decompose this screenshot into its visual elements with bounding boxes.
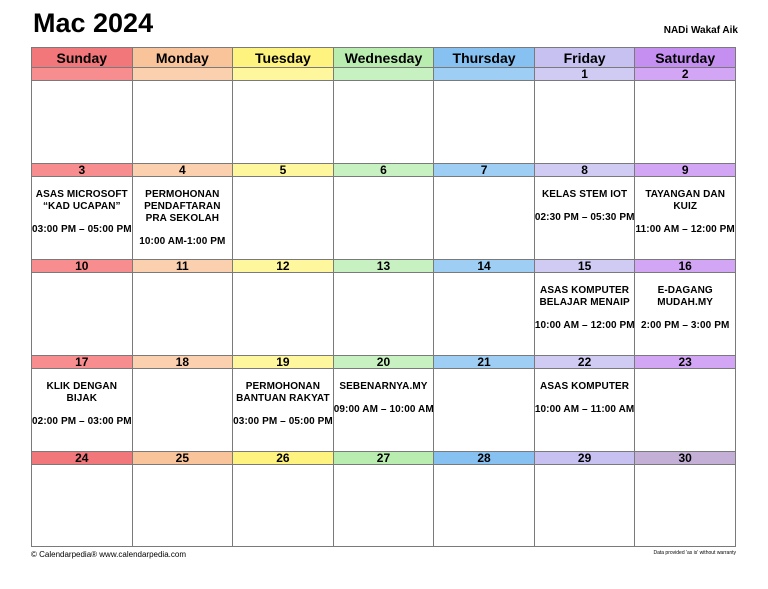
day-cell[interactable] [233,465,334,547]
week-4-date-row [32,356,736,369]
day-cell[interactable] [635,369,736,452]
event-time: 03:00 PM – 05:00 PM [233,416,333,427]
event-time: 10:00 AM – 12:00 PM [534,320,635,331]
day-cell[interactable] [333,465,434,547]
day-cell[interactable] [534,369,635,452]
event-entry [133,189,233,248]
event-entry [334,381,434,416]
week-3-date-row [32,260,736,273]
date-number: 24 [32,452,133,465]
weekday-header-monday: Monday [132,48,233,68]
day-cell[interactable] [233,369,334,452]
day-cell[interactable] [635,465,736,547]
calendar-grid [31,47,736,547]
event-name: TAYANGAN DAN KUIZ [645,189,726,212]
date-number: 5 [233,164,334,177]
date-number: 20 [333,356,434,369]
date-number: 7 [434,164,535,177]
date-number: 1 [534,68,635,81]
day-cell[interactable] [132,369,233,452]
date-number: 18 [132,356,233,369]
date-number: 23 [635,356,736,369]
date-number: 10 [32,260,133,273]
event-time: 10:00 AM – 11:00 AM [534,404,635,415]
weekday-header-tuesday: Tuesday [233,48,334,68]
day-cell[interactable] [32,273,133,356]
week-2-date-row [32,164,736,177]
date-number [32,68,133,81]
date-number [132,68,233,81]
weekday-header-row [32,48,736,68]
day-cell[interactable] [132,273,233,356]
event-entry [635,285,735,332]
week-1-date-row [32,68,736,81]
day-cell[interactable] [635,81,736,164]
day-cell[interactable] [635,177,736,260]
date-number [233,68,334,81]
week-2-event-row [32,177,736,260]
day-cell[interactable] [333,177,434,260]
day-cell[interactable] [32,465,133,547]
date-number: 22 [534,356,635,369]
date-number: 16 [635,260,736,273]
day-cell[interactable] [32,177,133,260]
day-cell[interactable] [534,177,635,260]
date-number [434,68,535,81]
day-cell[interactable] [534,273,635,356]
weekday-header-sunday: Sunday [32,48,133,68]
weekday-header-thursday: Thursday [434,48,535,68]
event-name: E-DAGANG MUDAH.MY [657,285,714,308]
weekday-header-saturday: Saturday [635,48,736,68]
week-5-date-row [32,452,736,465]
week-4-event-row [32,369,736,452]
event-name: ASAS KOMPUTER BELAJAR MENAIP [539,285,630,308]
date-number: 29 [534,452,635,465]
event-name: ASAS MICROSOFT “KAD UCAPAN” [35,189,128,212]
date-number: 17 [32,356,133,369]
day-cell[interactable] [434,81,535,164]
event-entry [233,381,333,428]
date-number: 15 [534,260,635,273]
date-number: 19 [233,356,334,369]
event-time: 2:00 PM – 3:00 PM [640,320,730,331]
event-time: 02:00 PM – 03:00 PM [32,416,132,427]
weekday-header-wednesday: Wednesday [333,48,434,68]
date-number: 11 [132,260,233,273]
day-cell[interactable] [32,369,133,452]
date-number: 26 [233,452,334,465]
date-number: 28 [434,452,535,465]
week-1-event-row [32,81,736,164]
event-name: PERMOHONAN BANTUAN RAKYAT [236,381,330,404]
date-number [333,68,434,81]
day-cell[interactable] [434,465,535,547]
organization-name: NADi Wakaf Aik [663,25,738,36]
page-title: Mac 2024 [33,8,154,38]
event-time: 10:00 AM-1:00 PM [139,236,226,247]
event-time: 02:30 PM – 05:30 PM [534,212,635,223]
day-cell[interactable] [233,81,334,164]
day-cell[interactable] [132,465,233,547]
day-cell[interactable] [333,369,434,452]
event-name: KLIK DENGAN BIJAK [46,381,118,404]
day-cell[interactable] [333,273,434,356]
event-entry [32,189,132,236]
date-number: 14 [434,260,535,273]
event-entry [32,381,132,428]
footer-copyright: © Calendarpedia® www.calendarpedia.com [31,550,186,559]
day-cell[interactable] [32,81,133,164]
date-number: 12 [233,260,334,273]
event-time: 09:00 AM – 10:00 AM [333,404,434,415]
event-entry [635,189,735,236]
day-cell[interactable] [434,369,535,452]
event-time: 11:00 AM – 12:00 PM [635,224,735,235]
weekday-header-friday: Friday [534,48,635,68]
event-entry [535,285,635,332]
day-cell[interactable] [233,177,334,260]
date-number: 6 [333,164,434,177]
day-cell[interactable] [434,273,535,356]
date-number: 30 [635,452,736,465]
day-cell[interactable] [333,81,434,164]
date-number: 2 [635,68,736,81]
date-number: 21 [434,356,535,369]
day-cell[interactable] [233,273,334,356]
footer-disclaimer: Data provided 'as is' without warranty [653,550,736,556]
event-name: SEBENARNYA.MY [339,381,428,392]
date-number: 13 [333,260,434,273]
event-entry [535,381,635,416]
week-3-event-row [32,273,736,356]
date-number: 3 [32,164,133,177]
date-number: 8 [534,164,635,177]
day-cell[interactable] [534,81,635,164]
event-name: PERMOHONAN PENDAFTARAN PRA SEKOLAH [144,189,221,224]
event-name: ASAS KOMPUTER [540,381,630,392]
event-entry [535,189,635,224]
date-number: 25 [132,452,233,465]
day-cell[interactable] [434,177,535,260]
day-cell[interactable] [635,273,736,356]
event-name: KELAS STEM IOT [541,189,628,200]
day-cell[interactable] [132,81,233,164]
day-cell[interactable] [534,465,635,547]
date-number: 27 [333,452,434,465]
date-number: 9 [635,164,736,177]
date-number: 4 [132,164,233,177]
week-5-event-row [32,465,736,547]
day-cell[interactable] [132,177,233,260]
event-time: 03:00 PM – 05:00 PM [32,224,132,235]
